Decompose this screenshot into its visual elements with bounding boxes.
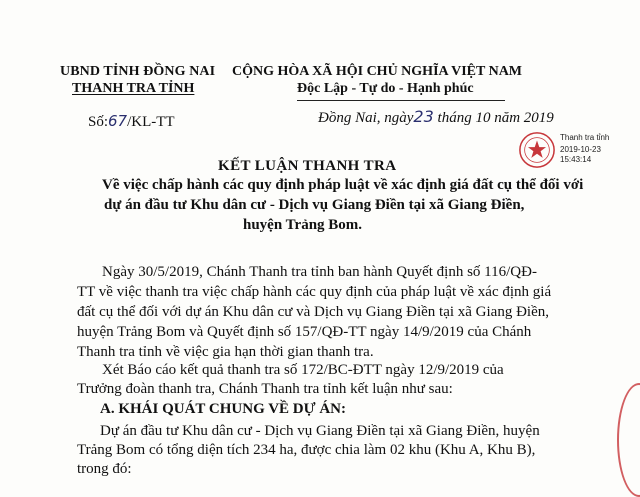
place-date-suffix: tháng 10 năm 2019 xyxy=(437,110,554,126)
paragraph-1-line: TT về việc thanh tra việc chấp hành các quy định của pháp luật về xác định giá xyxy=(77,284,552,300)
paragraph-1-line: Thanh tra tỉnh về việc gia hạn thời gian thanh tra. xyxy=(77,344,374,360)
subject-line-3: huyện Trảng Bom. xyxy=(243,217,363,233)
paragraph-2-line: Trưởng đoàn thanh tra, Chánh Thanh tra tỉnh kết luận như sau: xyxy=(77,381,453,397)
paragraph-1-line: Ngày 30/5/2019, Chánh Thanh tra tỉnh ban hành Quyết định số 116/QĐ- xyxy=(102,264,537,280)
doc-no-prefix: Số: xyxy=(88,114,109,130)
stamp-agency: Thanh tra tỉnh xyxy=(560,133,610,142)
doc-no-suffix: /KL-TT xyxy=(127,114,175,130)
paragraph-3-line: trong đó: xyxy=(77,461,132,477)
subject-line-2: dự án đầu tư Khu dân cư - Dịch vụ Giang Điền tại xã Giang Điền, xyxy=(104,197,525,213)
place-date-prefix: Đồng Nai, ngày xyxy=(318,110,414,126)
motto-underline xyxy=(297,100,505,101)
section-a-heading: A. KHÁI QUÁT CHUNG VỀ DỰ ÁN: xyxy=(100,401,346,417)
document-number xyxy=(88,112,175,131)
national-motto: Độc Lập - Tự do - Hạnh phúc xyxy=(297,81,474,96)
paragraph-3-line: Dự án đầu tư Khu dân cư - Dịch vụ Giang Điền tại xã Giang Điền, huyện xyxy=(100,423,540,439)
paragraph-2-line: Xét Báo cáo kết quả thanh tra số 172/BC-ĐTT ngày 12/9/2019 của xyxy=(102,362,504,378)
doc-no-handwritten: 67 xyxy=(108,112,128,130)
paragraph-1-line: đất cụ thể đối với dự án Khu dân cư và Dịch vụ Giang Điền tại xã Giang Điền, xyxy=(77,304,549,320)
stamp-time: 15:43:14 xyxy=(560,155,592,164)
place-date xyxy=(318,107,554,127)
day-handwritten: 23 xyxy=(413,107,434,126)
issuing-authority: UBND TỈNH ĐỒNG NAI xyxy=(60,64,216,79)
stamp-date: 2019-10-23 xyxy=(560,145,601,154)
issuing-agency: THANH TRA TỈNH xyxy=(72,81,195,96)
paragraph-3-line: Trảng Bom có tổng diện tích 234 ha, được chia làm 02 khu (Khu A, Khu B), xyxy=(77,442,536,458)
national-title: CỘNG HÒA XÃ HỘI CHỦ NGHĨA VIỆT NAM xyxy=(232,64,523,79)
paragraph-1-line: huyện Trảng Bom và Quyết định số 157/QĐ-TT ngày 14/9/2019 của Chánh xyxy=(77,324,532,340)
document-title: KẾT LUẬN THANH TRA xyxy=(218,158,397,174)
subject-line-1: Về việc chấp hành các quy định pháp luật về xác định giá đất cụ thể đối với xyxy=(102,177,584,193)
seal-stamp-icon xyxy=(518,131,556,169)
